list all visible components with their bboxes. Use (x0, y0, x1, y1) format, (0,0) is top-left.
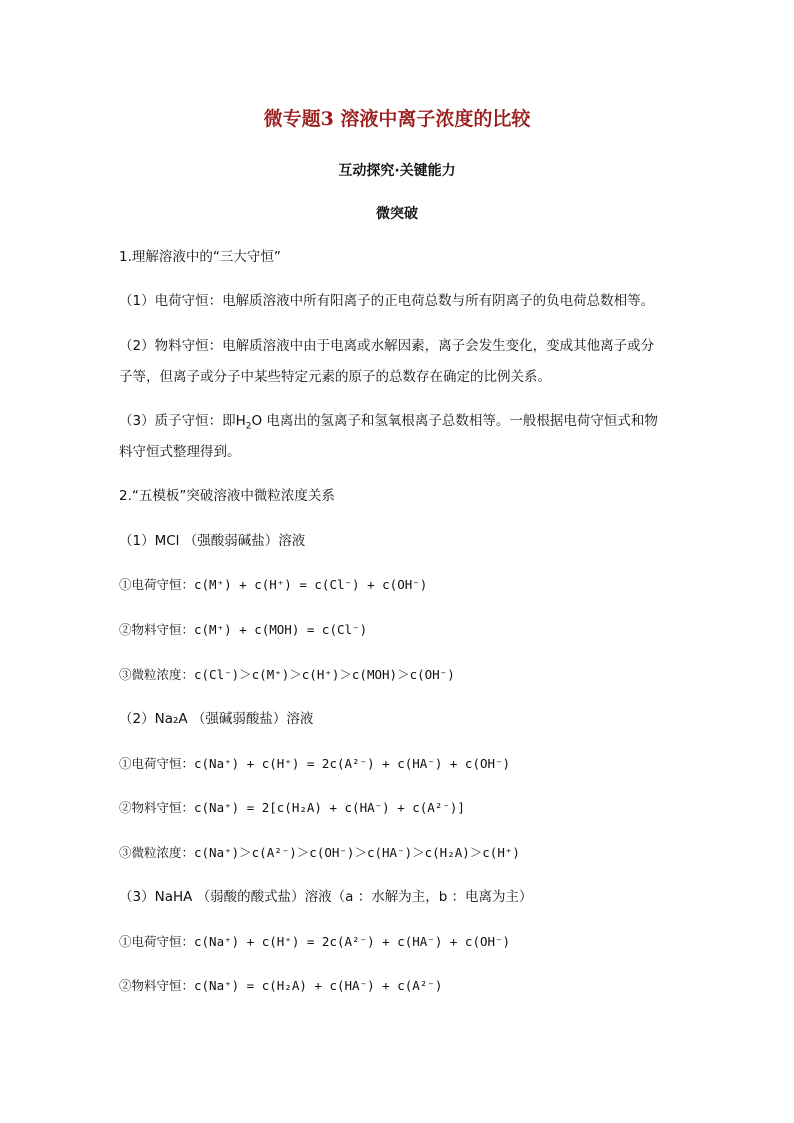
part1-heading: 1.理解溶液中的“三大守恒” (119, 249, 281, 265)
proton-conservation-definition-line2: 料守恒式整理得到。 (119, 444, 241, 460)
naha-title: （3）NaHA （弱酸的酸式盐）溶液（a ：水解为主，b ：电离为主） (119, 889, 533, 905)
mcl-title: （1）MCl （强酸弱碱盐）溶液 (119, 533, 306, 549)
na2a-title: （2）Na₂A （强碱弱酸盐）溶液 (119, 711, 314, 727)
mcl-material-equation: ②物料守恒：c(M⁺) + c(MOH) = c(Cl⁻) (119, 622, 368, 637)
na2a-concentration-order: ③微粒浓度：c(Na⁺)＞c(A²⁻)＞c(OH⁻)＞c(HA⁻)＞c(H₂A)＞c(H⁺) (119, 845, 520, 860)
naha-material-equation: ②物料守恒：c(Na⁺) = c(H₂A) + c(HA⁻) + c(A²⁻) (119, 978, 443, 993)
na2a-charge-equation: ①电荷守恒：c(Na⁺) + c(H⁺) = 2c(A²⁻) + c(HA⁻) + c(OH⁻) (119, 756, 511, 771)
material-conservation-definition-line2: 子等，但离子或分子中某些特定元素的原子的总数存在确定的比例关系。 (119, 369, 551, 385)
proton-conservation-definition-line1 (119, 411, 658, 437)
part2-heading: 2.“五模板”突破溶液中微粒浓度关系 (119, 488, 335, 504)
section-heading: 互动探究·关键能力 (338, 163, 456, 179)
page-title: 微专题3 溶液中离子浓度的比较 (263, 108, 531, 130)
na2a-material-equation: ②物料守恒：c(Na⁺) = 2[c(H₂A) + c(HA⁻) + c(A²⁻)] (119, 800, 465, 815)
proton-text-prefix: （3）质子守恒：即H (119, 413, 246, 429)
proton-text-subscript: 2 (245, 421, 252, 432)
charge-conservation-definition: （1）电荷守恒：电解质溶液中所有阳离子的正电荷总数与所有阴离子的负电荷总数相等。 (119, 293, 655, 309)
subsection-heading: 微突破 (376, 206, 418, 222)
proton-text-suffix: O 电离出的氢离子和氢氧根离子总数相等。一般根据电荷守恒式和物 (251, 413, 658, 429)
mcl-charge-equation: ①电荷守恒：c(M⁺) + c(H⁺) = c(Cl⁻) + c(OH⁻) (119, 577, 428, 592)
mcl-concentration-order: ③微粒浓度：c(Cl⁻)＞c(M⁺)＞c(H⁺)＞c(MOH)＞c(OH⁻) (119, 667, 455, 682)
naha-charge-equation: ①电荷守恒：c(Na⁺) + c(H⁺) = 2c(A²⁻) + c(HA⁻) + c(OH⁻) (119, 934, 511, 949)
material-conservation-definition-line1: （2）物料守恒：电解质溶液中由于电离或水解因素，离子会发生变化，变成其他离子或分 (119, 338, 655, 354)
